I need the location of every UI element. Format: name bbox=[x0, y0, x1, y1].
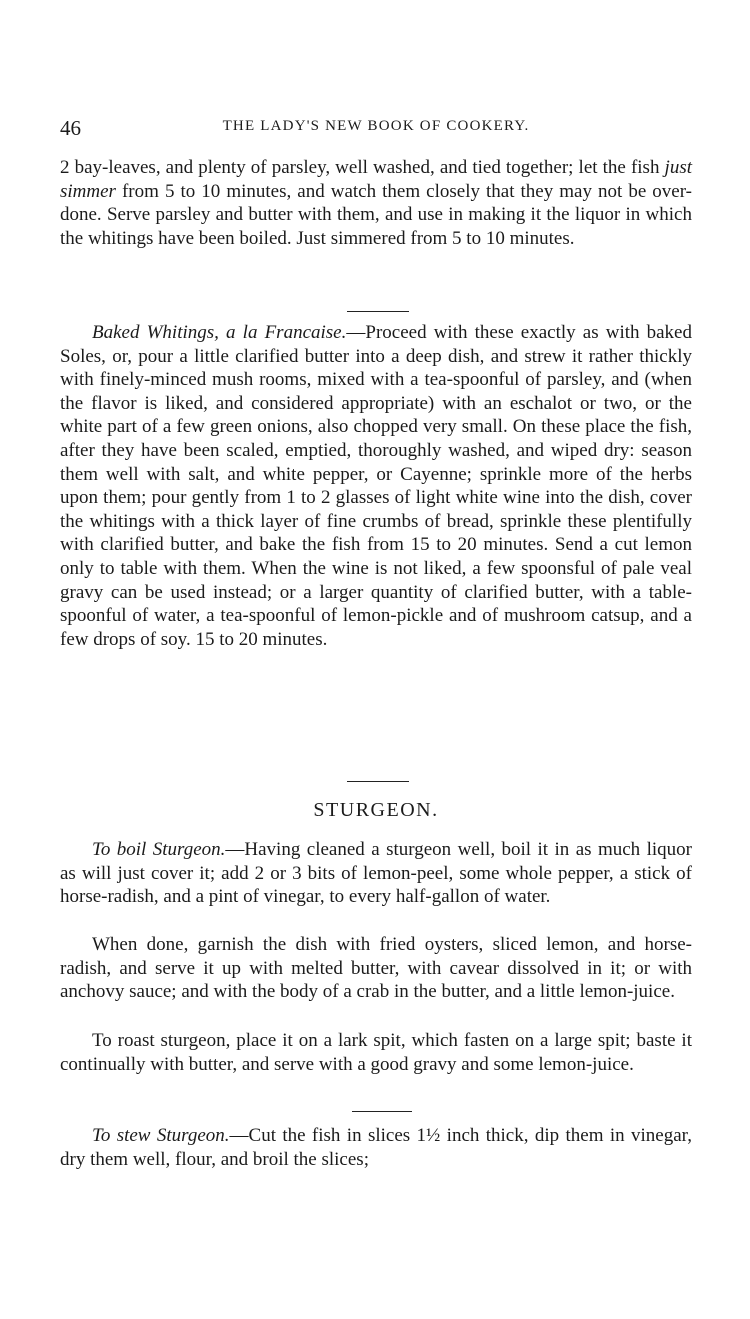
divider-rule bbox=[352, 1111, 412, 1112]
page-number: 46 bbox=[60, 116, 81, 140]
paragraph-text: 2 bay-leaves, and plenty of parsley, well washed, and tied together; let the fish bbox=[60, 157, 665, 178]
paragraph-text: To roast sturgeon, place it on a lark spit, which fasten on a large spit; baste it continually with butter, and serve with a good gravy and some lemon-juice. bbox=[60, 1030, 692, 1075]
recipe-title: Baked Whitings, a la Francaise. bbox=[92, 322, 347, 343]
paragraph-stew-sturgeon bbox=[60, 1124, 692, 1171]
running-title: THE LADY'S NEW BOOK OF COOKERY. bbox=[222, 118, 530, 134]
paragraph-roast-sturgeon bbox=[60, 1029, 692, 1076]
recipe-title: To stew Sturgeon. bbox=[92, 1125, 230, 1146]
divider-rule bbox=[347, 781, 409, 782]
recipe-title: To boil Sturgeon. bbox=[92, 839, 226, 860]
paragraph-text: —Having cleaned a sturgeon well, boil it in as much liquor as will just cover it; add 2 or 3 bits of lemon-peel, some whole pepper, a stick of horse-radish, and a pint of vinegar, to every half-gallon of water. bbox=[60, 839, 693, 908]
paragraph-boil-sturgeon bbox=[60, 838, 692, 909]
paragraph-text: When done, garnish the dish with fried oysters, sliced lemon, and horse-radish, and serve it up with melted butter, with cavear dissolved in it; or with anchovy sauce; and with the body of a crab in the butter, and a little lemon-juice. bbox=[60, 934, 692, 1003]
paragraph-text: —Cut the fish in slices 1½ inch thick, dip them in vinegar, dry them well, flour, and broil the slices; bbox=[60, 1125, 692, 1170]
paragraph-whitings-boiled bbox=[60, 156, 692, 250]
paragraph-baked-whitings bbox=[60, 321, 692, 651]
paragraph-garnish bbox=[60, 933, 692, 1004]
paragraph-text: from 5 to 10 minutes, and watch them closely that they may not be over-done. Serve parsley and butter with them, and use in making it the liquor in which the whitings have been boiled. Just simmered from 5 to 10 minutes. bbox=[60, 180, 692, 249]
emphasis-text: just simmer bbox=[60, 157, 692, 202]
page-header bbox=[60, 116, 692, 142]
paragraph-text: —Proceed with these exactly as with baked Soles, or, pour a little clarified butter into a deep dish, and strew it rather thickly with finely-minced mush rooms, mixed with a tea-spoonful of parsley, and (when the flavor is liked, and considered appropriate) with an eschalot or two, or the white part of a few green onions, also chopped very small. On these place the fish, after they have been scaled, emptied, thoroughly washed, and wiped dry: season them well with salt, and white pepper, or Cayenne; sprinkle more of the herbs upon them; pour gently from 1 to 2 glasses of light white wine into the dish, cover the whitings with a thick layer of fine crumbs of bread, sprinkle these plentifully with clarified butter, and bake the fish from 15 to 20 minutes. Send a cut lemon only to table with them. When the wine is not liked, a few spoonsful of pale veal gravy can be used instead; or a larger quantity of clarified butter, with a table-spoonful of water, a tea-spoonful of lemon-pickle and of mushroom catsup, and a few drops of soy. 15 to 20 minutes. bbox=[60, 322, 692, 650]
divider-rule bbox=[347, 311, 409, 312]
section-title: STURGEON. bbox=[313, 799, 439, 821]
